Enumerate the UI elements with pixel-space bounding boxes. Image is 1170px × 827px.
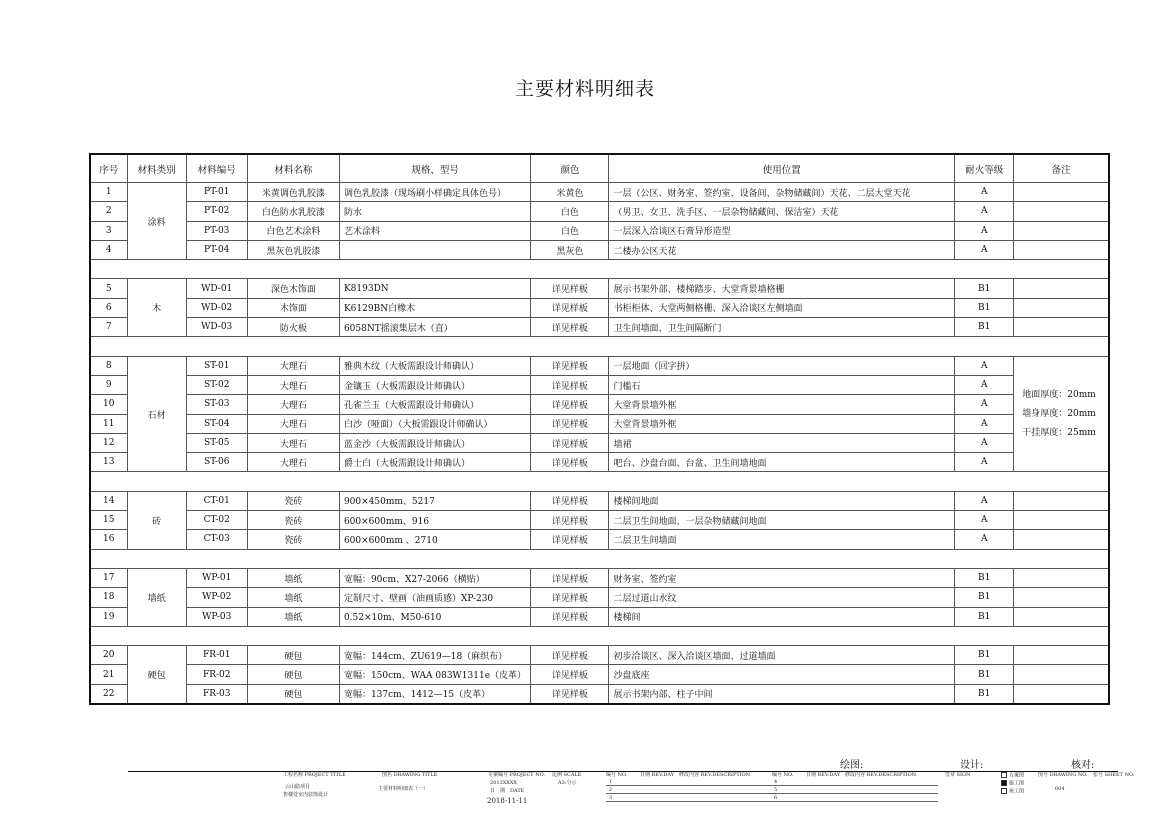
remarks-cell — [1014, 221, 1109, 240]
remarks-cell — [1014, 684, 1109, 704]
rev-num-2: 2 — [609, 787, 613, 793]
usage-location: 吧台、沙盘台面、台盆、卫生间墙地面 — [609, 453, 955, 472]
material-code: WP-02 — [186, 588, 247, 607]
material-name: 硬包 — [247, 684, 339, 704]
material-code: ST-01 — [186, 356, 247, 375]
fire-rating: B1 — [955, 568, 1014, 587]
table-row — [90, 221, 1109, 240]
column-header: 使用位置 — [609, 154, 955, 183]
specification: 白沙（哑面）（大板需跟设计师确认） — [339, 414, 530, 433]
signature-check: 核对: — [1071, 760, 1095, 771]
fire-rating: A — [955, 375, 1014, 394]
material-name: 大理石 — [247, 414, 339, 433]
drawing-no-label: 图号 DRAWING NO. — [1038, 772, 1088, 778]
fire-rating: A — [955, 491, 1014, 510]
color: 详见样板 — [531, 607, 609, 626]
color: 详见样板 — [531, 665, 609, 684]
rev-desc-label: 修改内容 REV.DESCRIPTION — [679, 772, 751, 778]
color: 黑灰色 — [531, 240, 609, 259]
remark-line: 地面厚度：20mm — [1022, 389, 1096, 400]
usage-location: 卫生间墙面、卫生间隔断门 — [609, 318, 955, 337]
row-number: 20 — [90, 646, 127, 665]
group-separator — [90, 260, 1109, 279]
scale-label: 比例 SCALE — [552, 772, 582, 778]
material-code: WP-01 — [186, 568, 247, 587]
row-number: 15 — [90, 511, 127, 530]
material-name: 防火板 — [247, 318, 339, 337]
color: 详见样板 — [531, 511, 609, 530]
stage-completion: 竣工图 — [1001, 788, 1024, 796]
material-name: 墙纸 — [247, 568, 339, 587]
rev-no-label-2: 编号 NO. — [772, 772, 794, 778]
material-category: 石材 — [127, 356, 186, 472]
usage-location: 展示书架内部、柱子中间 — [609, 684, 955, 704]
rev-date-label: 日期 REV.DAY — [640, 772, 675, 778]
material-code: ST-03 — [186, 395, 247, 414]
material-code: CT-03 — [186, 530, 247, 549]
table-row — [90, 318, 1109, 337]
rev-rule — [606, 801, 938, 802]
usage-location: 初步洽谈区、深入洽谈区墙面、过道墙面 — [609, 646, 955, 665]
fire-rating: A — [955, 395, 1014, 414]
color: 详见样板 — [531, 588, 609, 607]
material-code: ST-05 — [186, 433, 247, 452]
fire-rating: A — [955, 414, 1014, 433]
table-row — [90, 433, 1109, 452]
specification: 调色乳胶漆（现场刷小样确定具体色号） — [339, 183, 530, 202]
color: 详见样板 — [531, 298, 609, 317]
material-name: 大理石 — [247, 356, 339, 375]
drawing-title-value: 主要材料明细表（一） — [378, 786, 429, 792]
column-header: 耐火等级 — [955, 154, 1014, 183]
rev-date-label-2: 日期 REV.DAY — [806, 772, 841, 778]
row-number: 4 — [90, 240, 127, 259]
material-category: 墙纸 — [127, 568, 186, 626]
project-no-value: 2013XXXX — [490, 780, 517, 786]
fire-rating: A — [955, 511, 1014, 530]
stage-design: 方案图 — [1001, 772, 1024, 780]
remark-line: 墙身厚度：20mm — [1022, 408, 1096, 419]
material-code: WD-03 — [186, 318, 247, 337]
usage-location: 门槛石 — [609, 375, 955, 394]
table-row — [90, 414, 1109, 433]
usage-location: 展示书架外部、楼梯踏步、大堂背景墙格栅 — [609, 279, 955, 298]
rev-desc-label-2: 修改内容 REV.DESCRIPTION — [845, 772, 917, 778]
fire-rating: B1 — [955, 279, 1014, 298]
material-code: FR-03 — [186, 684, 247, 704]
color: 详见样板 — [531, 279, 609, 298]
row-number: 13 — [90, 453, 127, 472]
materials-table — [89, 153, 1110, 705]
table-row — [90, 375, 1109, 394]
fire-rating: A — [955, 221, 1014, 240]
material-name: 墙纸 — [247, 607, 339, 626]
material-code: WD-02 — [186, 298, 247, 317]
table-row — [90, 588, 1109, 607]
color: 详见样板 — [531, 684, 609, 704]
stage-construction: 施工图 — [1001, 780, 1024, 788]
table-row — [90, 684, 1109, 704]
material-name: 深色木饰面 — [247, 279, 339, 298]
fire-rating: A — [955, 183, 1014, 202]
usage-location: 书柜柜体、大堂两侧格栅、深入洽谈区左侧墙面 — [609, 298, 955, 317]
specification: 6058NT摇滚集层木（直） — [339, 318, 530, 337]
table-row — [90, 279, 1109, 298]
checkbox-icon — [1001, 772, 1007, 778]
row-number: 14 — [90, 491, 127, 510]
fire-rating: B1 — [955, 607, 1014, 626]
usage-location: 二层卫生间墙面 — [609, 530, 955, 549]
specification: 蓝金沙（大板需跟设计师确认） — [339, 433, 530, 452]
rev-num-4: 4 — [774, 779, 778, 785]
row-number: 11 — [90, 414, 127, 433]
material-name: 大理石 — [247, 375, 339, 394]
specification: 宽幅：90cm、X27-2066（横贴） — [339, 568, 530, 587]
material-name: 瓷砖 — [247, 491, 339, 510]
remarks-cell — [1014, 356, 1109, 472]
material-name: 瓷砖 — [247, 511, 339, 530]
rev-no-label: 编号 NO. — [606, 772, 628, 778]
color: 米黄色 — [531, 183, 609, 202]
scale-value: A3:分示 — [558, 780, 577, 786]
material-name: 米黄调色乳胶漆 — [247, 183, 339, 202]
signature-draw: 绘图: — [840, 760, 864, 771]
rev-num-1: 1 — [609, 779, 613, 785]
material-name: 墙纸 — [247, 588, 339, 607]
signature-design: 设计: — [960, 760, 984, 771]
usage-location: 财务室、签约室 — [609, 568, 955, 587]
specification: 宽幅：144cm、ZU619—18（麻织布） — [339, 646, 530, 665]
fire-rating: B1 — [955, 646, 1014, 665]
usage-location: （男卫、女卫、洗手区、一层杂物储藏间、保洁室）天花 — [609, 202, 955, 221]
sign-label: 签章 SIGN — [945, 772, 971, 778]
material-name: 白色防水乳胶漆 — [247, 202, 339, 221]
checkbox-icon — [1001, 788, 1007, 794]
row-number: 17 — [90, 568, 127, 587]
column-header: 序号 — [90, 154, 127, 183]
fire-rating: A — [955, 356, 1014, 375]
row-number: 16 — [90, 530, 127, 549]
project-no-label: 专案编号 PROJECT NO. — [488, 772, 545, 778]
color: 详见样板 — [531, 356, 609, 375]
remarks-cell — [1014, 240, 1109, 259]
material-code: WD-01 — [186, 279, 247, 298]
fire-rating: B1 — [955, 588, 1014, 607]
material-name: 硬包 — [247, 665, 339, 684]
remarks-cell — [1014, 511, 1109, 530]
remarks-cell — [1014, 279, 1109, 298]
table-row — [90, 356, 1109, 375]
material-code: CT-01 — [186, 491, 247, 510]
specification: 孔雀兰玉（大板需跟设计师确认） — [339, 395, 530, 414]
rev-num-6: 6 — [774, 795, 778, 801]
column-header: 材料名称 — [247, 154, 339, 183]
usage-location: 二层过道山水纹 — [609, 588, 955, 607]
date-label: 日 期 DATE — [490, 788, 525, 794]
specification: 定制尺寸、壁画（油画质感）XP-230 — [339, 588, 530, 607]
color: 详见样板 — [531, 318, 609, 337]
material-code: WP-03 — [186, 607, 247, 626]
remarks-cell — [1014, 318, 1109, 337]
remarks-cell — [1014, 665, 1109, 684]
table-row — [90, 202, 1109, 221]
table-row — [90, 298, 1109, 317]
color: 白色 — [531, 221, 609, 240]
drawing-no-value: 004 — [1055, 786, 1065, 792]
column-header: 材料类别 — [127, 154, 186, 183]
row-number: 5 — [90, 279, 127, 298]
material-category: 硬包 — [127, 646, 186, 704]
group-separator — [90, 549, 1109, 568]
specification: 防水 — [339, 202, 530, 221]
column-header: 规格、型号 — [339, 154, 530, 183]
color: 详见样板 — [531, 491, 609, 510]
material-category: 砖 — [127, 491, 186, 549]
project-title-line2: 售楼处室内装饰设计 — [283, 792, 329, 798]
usage-location: 二楼办公区天花 — [609, 240, 955, 259]
table-row — [90, 183, 1109, 202]
fire-rating: A — [955, 530, 1014, 549]
specification: 金镶玉（大板需跟设计师确认） — [339, 375, 530, 394]
row-number: 1 — [90, 183, 127, 202]
material-name: 硬包 — [247, 646, 339, 665]
row-number: 6 — [90, 298, 127, 317]
usage-location: 一层深入洽谈区石膏异形造型 — [609, 221, 955, 240]
row-number: 3 — [90, 221, 127, 240]
group-separator — [90, 472, 1109, 491]
column-header: 颜色 — [531, 154, 609, 183]
group-separator — [90, 337, 1109, 356]
usage-location: 墙裙 — [609, 433, 955, 452]
row-number: 21 — [90, 665, 127, 684]
table-row — [90, 530, 1109, 549]
table-row — [90, 607, 1109, 626]
specification: 600×600mm、916 — [339, 511, 530, 530]
color: 详见样板 — [531, 453, 609, 472]
color: 详见样板 — [531, 530, 609, 549]
color: 详见样板 — [531, 395, 609, 414]
material-code: PT-02 — [186, 202, 247, 221]
table-row — [90, 395, 1109, 414]
remarks-cell — [1014, 202, 1109, 221]
table-row — [90, 453, 1109, 472]
specification: 宽幅：137cm、1412—15（皮革） — [339, 684, 530, 704]
fire-rating: B1 — [955, 665, 1014, 684]
color: 详见样板 — [531, 646, 609, 665]
column-header: 材料编号 — [186, 154, 247, 183]
usage-location: 大堂背景墙外框 — [609, 395, 955, 414]
specification: 爵士白（大板需跟设计师确认） — [339, 453, 530, 472]
usage-location: 一层（公区、财务室、签约室、设备间、杂物储藏间）天花、二层大堂天花 — [609, 183, 955, 202]
row-number: 12 — [90, 433, 127, 452]
specification: K6129BN白橡木 — [339, 298, 530, 317]
remarks-cell — [1014, 298, 1109, 317]
material-name: 黑灰色乳胶漆 — [247, 240, 339, 259]
specification: 艺术涂料 — [339, 221, 530, 240]
specification: 雅典木纹（大板需跟设计师确认） — [339, 356, 530, 375]
row-number: 8 — [90, 356, 127, 375]
row-number: 18 — [90, 588, 127, 607]
specification: 宽幅：150cm、WAA 083W1311e（皮革） — [339, 665, 530, 684]
fire-rating: A — [955, 240, 1014, 259]
material-code: PT-03 — [186, 221, 247, 240]
row-number: 9 — [90, 375, 127, 394]
usage-location: 一层地面（回字拼） — [609, 356, 955, 375]
checkbox-checked-icon — [1001, 780, 1007, 786]
material-code: PT-04 — [186, 240, 247, 259]
color: 详见样板 — [531, 414, 609, 433]
rev-num-3: 3 — [609, 795, 613, 801]
column-header: 备注 — [1014, 154, 1109, 183]
project-title-label: 工程名称 PROJECT TITLE — [283, 772, 346, 778]
rev-rule — [606, 785, 938, 786]
material-category: 涂料 — [127, 183, 186, 260]
remarks-cell — [1014, 607, 1109, 626]
fire-rating: A — [955, 453, 1014, 472]
rev-rule — [606, 793, 938, 794]
specification: K8193DN — [339, 279, 530, 298]
material-code: FR-02 — [186, 665, 247, 684]
table-row — [90, 511, 1109, 530]
remark-line: 干挂厚度：25mm — [1022, 427, 1096, 438]
remarks-cell — [1014, 491, 1109, 510]
usage-location: 楼梯间地面 — [609, 491, 955, 510]
fire-rating: B1 — [955, 298, 1014, 317]
table-row — [90, 568, 1109, 587]
fire-rating: A — [955, 433, 1014, 452]
color: 白色 — [531, 202, 609, 221]
fire-rating: B1 — [955, 318, 1014, 337]
page-title: 主要材料明细表 — [514, 78, 655, 100]
material-code: FR-01 — [186, 646, 247, 665]
row-number: 7 — [90, 318, 127, 337]
table-row — [90, 240, 1109, 259]
project-title-line1: 云山隐项目 — [285, 784, 311, 790]
usage-location: 二层卫生间地面、一层杂物储藏间地面 — [609, 511, 955, 530]
table-header-row — [90, 154, 1109, 183]
table-row — [90, 665, 1109, 684]
usage-location: 楼梯间 — [609, 607, 955, 626]
material-code: ST-02 — [186, 375, 247, 394]
drawing-title-label: 图名 DRAWING TITLE — [382, 772, 438, 778]
row-number: 22 — [90, 684, 127, 704]
color: 详见样板 — [531, 375, 609, 394]
remarks-cell — [1014, 530, 1109, 549]
remarks-cell — [1014, 588, 1109, 607]
fire-rating: A — [955, 202, 1014, 221]
usage-location: 大堂背景墙外框 — [609, 414, 955, 433]
remarks-cell — [1014, 568, 1109, 587]
fire-rating: B1 — [955, 684, 1014, 704]
material-name: 大理石 — [247, 433, 339, 452]
remarks-cell — [1014, 183, 1109, 202]
sheet-no-label: 张号 SHEET NO. — [1093, 772, 1135, 778]
specification: 600×600mm 、2710 — [339, 530, 530, 549]
material-code: ST-04 — [186, 414, 247, 433]
specification: 900×450mm、5217 — [339, 491, 530, 510]
remarks-cell — [1014, 646, 1109, 665]
row-number: 2 — [90, 202, 127, 221]
specification — [339, 240, 530, 259]
table-row — [90, 491, 1109, 510]
material-code: PT-01 — [186, 183, 247, 202]
usage-location: 沙盘底座 — [609, 665, 955, 684]
material-name: 大理石 — [247, 453, 339, 472]
color: 详见样板 — [531, 433, 609, 452]
material-category: 木 — [127, 279, 186, 337]
date-value: 2018-11-11 — [487, 797, 528, 805]
material-name: 瓷砖 — [247, 530, 339, 549]
color: 详见样板 — [531, 568, 609, 587]
material-code: ST-06 — [186, 453, 247, 472]
group-separator — [90, 626, 1109, 645]
material-code: CT-02 — [186, 511, 247, 530]
material-name: 白色艺术涂料 — [247, 221, 339, 240]
row-number: 10 — [90, 395, 127, 414]
table-row — [90, 646, 1109, 665]
rev-num-5: 5 — [774, 787, 778, 793]
material-name: 大理石 — [247, 395, 339, 414]
row-number: 19 — [90, 607, 127, 626]
material-name: 木饰面 — [247, 298, 339, 317]
specification: 0.52×10m、M50-610 — [339, 607, 530, 626]
